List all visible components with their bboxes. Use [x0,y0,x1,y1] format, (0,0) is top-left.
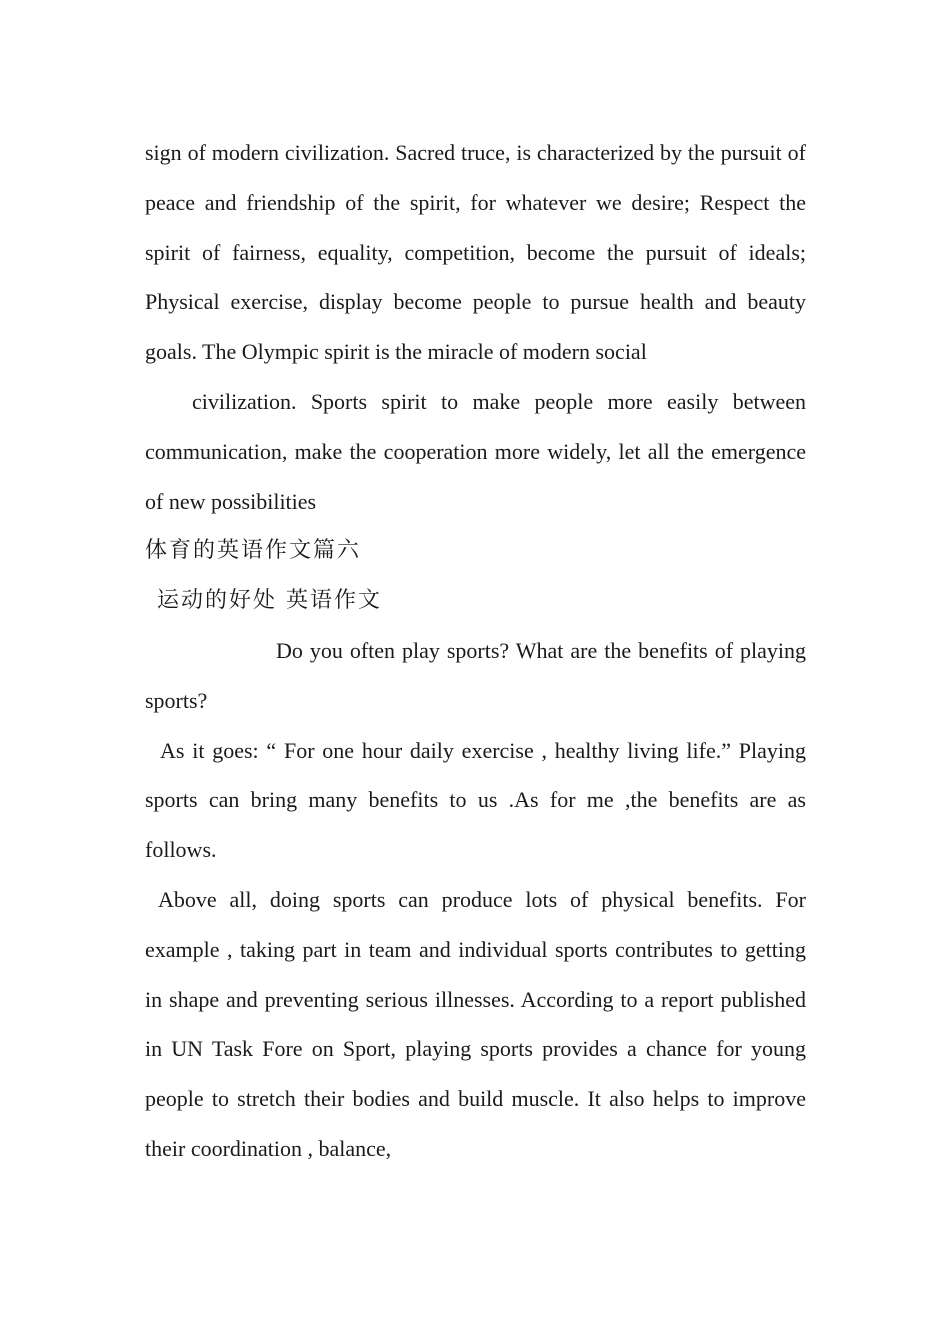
paragraph-as-it-goes: As it goes: “ For one hour daily exercise , healthy living life.” Playing sports can bring many benefits to us .As for me ,the benefits are as follows. [145,737,806,863]
section-subheading: 运动的好处 英语作文 [157,588,382,614]
paragraph-question: Do you often play sports? What are the benefits of playing sports? [145,637,806,713]
paragraph-physical-benefits: Above all, doing sports can produce lots of physical benefits. For example , taking part in team and individual sports contributes to getting in shape and preventing serious illnesses. According to a report published in UN Task Fore on Sport, playing sports provides a chance for young people to stretch their bodies and build muscle. It also helps to improve their coordination , balance, [145,886,806,1161]
document-body [145,128,806,1174]
paragraph-olympic-spirit: sign of modern civilization. Sacred truce, is characterized by the pursuit of peace and friendship of the spirit, for whatever we desire; Respect the spirit of fairness, equality, competition, become the pursuit of ideals; Physical exercise, display become people to pursue health and beauty goals. The Olympic spirit is the miracle of modern social [145,140,806,365]
section-heading: 体育的英语作文篇六 [145,538,362,564]
paragraph-sports-spirit: civilization. Sports spirit to make people more easily between communication, make the cooperation more widely, let all the emergence of new possibilities [145,388,806,514]
